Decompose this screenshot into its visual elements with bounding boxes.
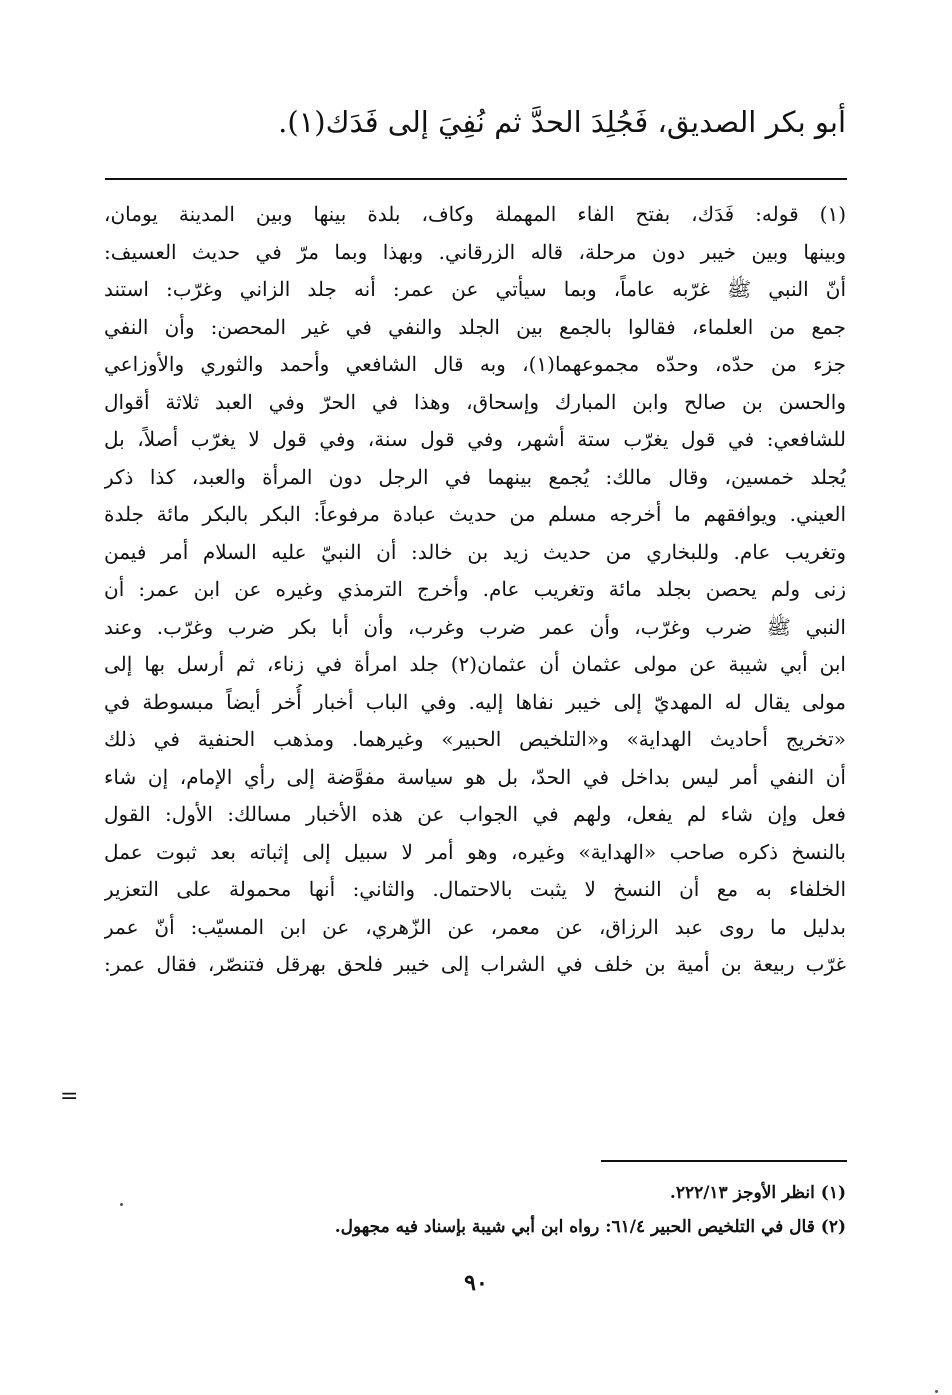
commentary-line: وتغريب عام. وللبخاري من حديث زيد بن خالد: أن النبيّ عليه السلام أمر فيمن bbox=[104, 539, 846, 564]
scan-speck bbox=[120, 1203, 123, 1206]
commentary-line: النبي ﷺ ضرب وغرّب، وأن عمر ضرب وغرب، وأن أبا بكر ضرب وغرّب. وعند bbox=[104, 614, 846, 639]
footnote: (٢) قال في التلخيص الحبير ٦١/٤: رواه ابن أبي شيبة بإسناد فيه مجهول. bbox=[334, 1217, 846, 1237]
commentary-line: أن النفي أمر ليس بداخل في الحدّ، بل هو سياسة مفوَّضة إلى رأي الإمام، إن شاء bbox=[104, 764, 846, 789]
page-number: ٩٠ bbox=[464, 1270, 488, 1296]
commentary-line: بالنسخ ذكره صاحب «الهداية» وغيره، وهو أمر لا سبيل إلى إثباته بعد ثبوت عمل bbox=[104, 839, 846, 864]
commentary-line: ابن أبي شيبة عن مولى عثمان أن عثمان(٢) جلد امرأة في زناء، ثم أرسل بها إلى bbox=[104, 652, 846, 676]
commentary-line: فعل وإن شاء لم يفعل، ولهم في الجواب عن هذه الأخبار مسالك: الأول: القول bbox=[104, 802, 846, 826]
footnote: (١) انظر الأوجز ٢٢٢/١٣. bbox=[669, 1183, 846, 1203]
commentary-line: مولى يقال له المهديّ إلى خيبر نفاها إليه. وفي الباب أخبار أُخر أيضاً مبسوطة في bbox=[104, 689, 846, 714]
commentary-line: (١) قوله: فَدَك، بفتح الفاء المهملة وكاف، بلدة بينها وبين المدينة يومان، bbox=[104, 202, 846, 226]
continuation-mark: = bbox=[60, 1084, 79, 1109]
commentary-line: الخلفاء به مع أن النسخ لا يثبت بالاحتمال. والثاني: أنها محمولة على التعزير bbox=[104, 877, 846, 901]
commentary-line: وبينها وبين خيبر دون مرحلة، قاله الزرقاني. وبهذا وبما مرّ في حديث العسيف: bbox=[104, 239, 846, 264]
main-text-line: أبو بكر الصديق، فَجُلِدَ الحدَّ ثم نُفِيَ إلى فَدَك(١). bbox=[278, 105, 846, 139]
top-separator-rule bbox=[105, 178, 847, 180]
commentary-line: للشافعي: في قول يغرّب ستة أشهر، وفي قول سنة، وفي قول لا يغرّب أصلاً، بل bbox=[104, 427, 846, 451]
commentary-line: «تخريج أحاديث الهداية» و«التلخيص الحبير» وغيرهما. ومذهب الحنفية في ذلك bbox=[104, 727, 846, 751]
footnotes-block bbox=[104, 1176, 846, 1244]
footnote-separator-rule bbox=[601, 1160, 847, 1162]
commentary-line: أنّ النبي ﷺ غرّبه عاماً، وبما سيأتي عن عمر: أنه جلد الزاني وغرّب: استند bbox=[104, 277, 846, 301]
commentary-line: والحسن بن صالح وابن المبارك وإسحاق، وهذا في الحرّ وفي العبد ثلاثة أقوال bbox=[104, 389, 846, 414]
commentary-line: غرّب ربيعة بن أمية بن خلف في الشراب إلى خيبر فلحق بهرقل فتنصّر، فقال عمر: bbox=[104, 952, 846, 976]
commentary-line: جمع من العلماء، فقالوا بالجمع بين الجلد والنفي في غير المحصن: وأن النفي bbox=[104, 314, 846, 339]
commentary-block bbox=[104, 196, 846, 984]
commentary-line: جزء من حدّه، وحدّه مجموعهما(١)، وبه قال الشافعي وأحمد والثوري والأوزاعي bbox=[104, 352, 846, 376]
commentary-line: بدليل ما روى عبد الرزاق، عن معمر، عن الزّهري، عن ابن المسيّب: أنّ عمر bbox=[104, 914, 846, 939]
commentary-line: العيني. ويوافقهم ما أخرجه مسلم من حديث عبادة مرفوعاً: البكر بالبكر مائة جلدة bbox=[104, 502, 846, 526]
scan-speck bbox=[935, 1390, 938, 1393]
commentary-line: يُجلد خمسين، وقال مالك: يُجمع بينهما في الرجل دون المرأة والعبد، كذا ذكر bbox=[104, 464, 846, 489]
commentary-line: زنى ولم يحصن بجلد مائة وتغريب عام. وأخرج الترمذي وغيره عن ابن عمر: أن bbox=[104, 577, 846, 601]
